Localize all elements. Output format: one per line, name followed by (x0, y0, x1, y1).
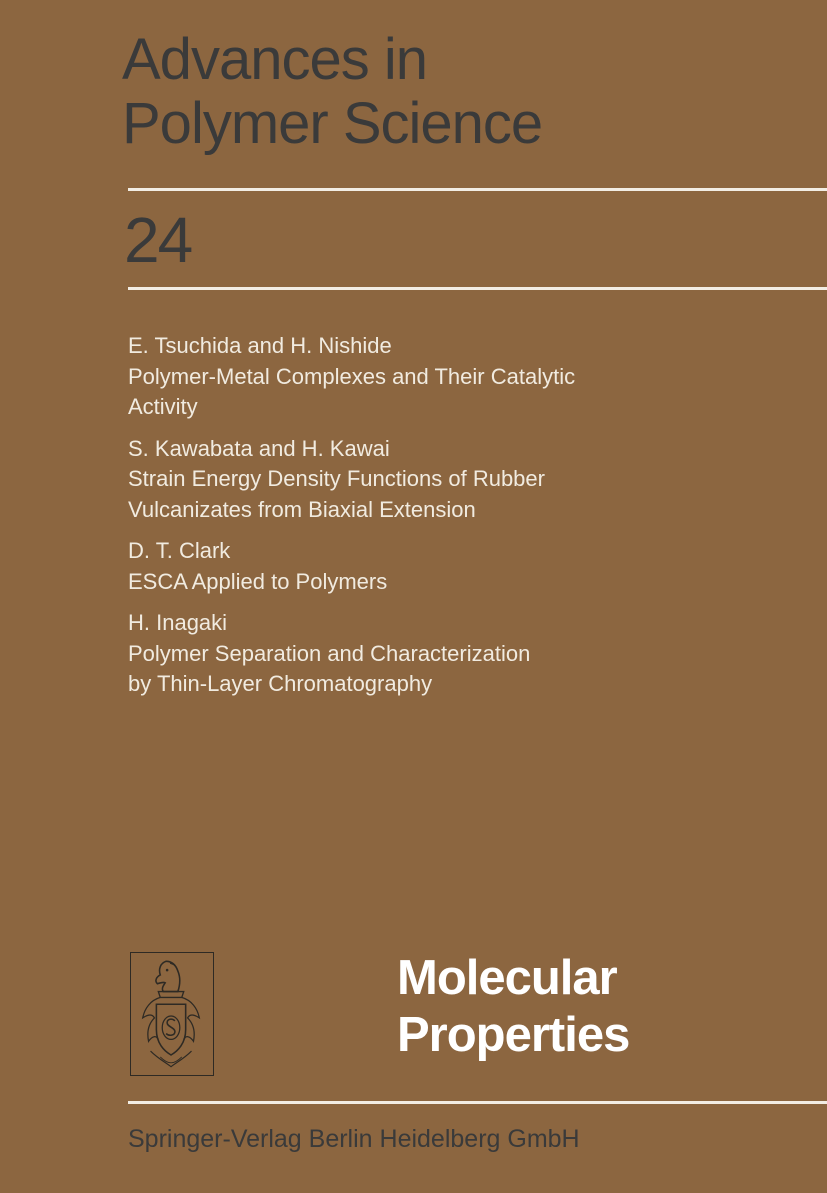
contents-entry (128, 331, 748, 423)
springer-knight-emblem-icon (130, 952, 214, 1076)
series-title-line-2: Polymer Science (122, 91, 543, 156)
entry-authors: E. Tsuchida and H. Nishide (128, 333, 392, 358)
entry-title-line: Polymer Separation and Characterization (128, 640, 531, 666)
contents-entry (128, 434, 748, 526)
divider-bottom (128, 1101, 827, 1104)
divider-top (128, 188, 827, 191)
entry-title-line: ESCA Applied to Polymers (128, 568, 388, 594)
contents-entry (128, 536, 748, 597)
entry-title-line: Strain Energy Density Functions of Rubber (128, 466, 545, 491)
series-title (122, 28, 542, 156)
volume-title (397, 950, 629, 1064)
entry-authors: H. Inagaki (128, 610, 228, 635)
contents-list (128, 331, 748, 711)
publisher-name: Springer-Verlag Berlin Heidelberg GmbH (128, 1125, 580, 1153)
entry-title-line: by Thin-Layer Chromatography (128, 671, 433, 696)
entry-authors: S. Kawabata and H. Kawai (128, 435, 390, 461)
entry-authors: D. T. Clark (128, 538, 231, 563)
entry-title-line: Activity (128, 394, 198, 419)
volume-title-line-2: Properties (397, 1008, 630, 1062)
divider-middle (128, 287, 827, 290)
contents-entry (128, 608, 748, 700)
entry-title-line: Polymer-Metal Complexes and Their Catalytic (128, 363, 576, 389)
entry-title-line: Vulcanizates from Biaxial Extension (128, 496, 476, 522)
volume-title-line-1: Molecular (397, 951, 617, 1005)
series-title-line-1: Advances in (122, 27, 427, 92)
volume-number: 24 (124, 204, 192, 276)
